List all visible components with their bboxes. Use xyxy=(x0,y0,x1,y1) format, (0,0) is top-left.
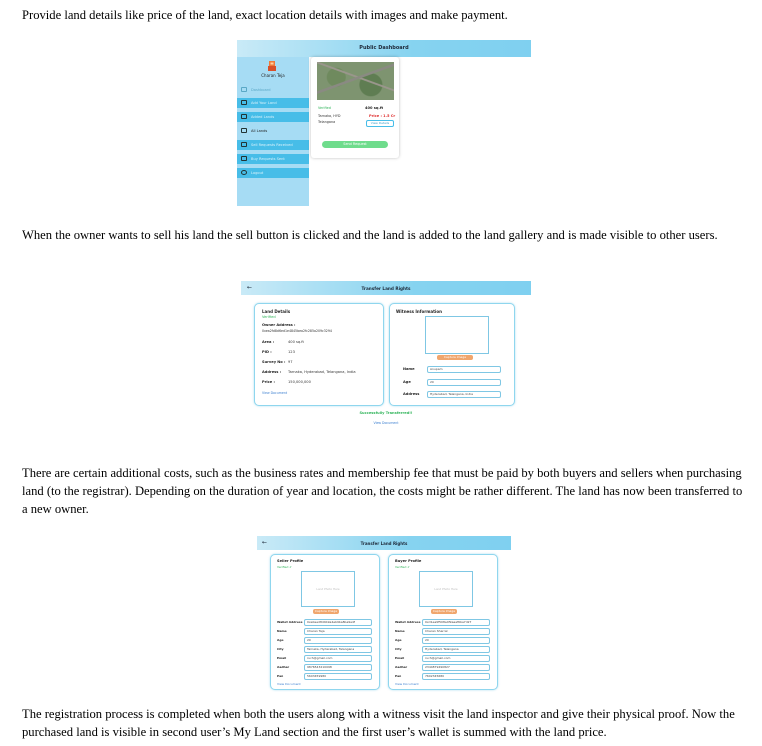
witness-photo-box xyxy=(425,316,489,354)
buyer-pan-field[interactable]: 7602345680 xyxy=(422,673,490,680)
witness-name-field[interactable]: Anupam xyxy=(427,366,501,373)
sidebar-item-label: Added Lands xyxy=(251,115,275,119)
buyer-age-field[interactable]: 20 xyxy=(422,637,490,644)
buyer-city-field[interactable]: Hyderabad, Telangana xyxy=(422,646,490,653)
username: Charan Teja xyxy=(261,73,285,78)
buyer-view-document-link[interactable]: View Document xyxy=(395,682,419,686)
transfer-land-rights-screenshot xyxy=(241,281,531,429)
dashboard-header xyxy=(237,40,531,57)
seller-email-field[interactable]: ruch@gmail.com xyxy=(304,655,372,662)
sidebar-item-label: All Lands xyxy=(251,129,268,133)
buyer-seller-screenshot xyxy=(257,536,511,692)
seller-city-label: City xyxy=(277,647,284,651)
dashboard-icon xyxy=(241,87,247,92)
witness-age-label: Age xyxy=(403,380,411,384)
buyer-wallet-label: Wallet Address xyxy=(395,620,421,624)
sidebar-item-label: Dashboard xyxy=(251,88,271,92)
seller-wallet-field[interactable]: 0xe0eed8d4b9a4eb9ba8ba9a4f xyxy=(304,619,372,626)
price-label: Price : xyxy=(262,380,275,384)
back-arrow-icon[interactable]: ← xyxy=(247,284,253,291)
verified-badge: Verified xyxy=(318,106,331,110)
power-icon xyxy=(241,170,247,175)
seller-heading: Seller Profile xyxy=(277,559,304,563)
sidebar-item-added-lands[interactable] xyxy=(237,112,309,122)
land-card xyxy=(311,57,399,158)
address-label: Address : xyxy=(262,370,282,374)
buyer-heading: Buyer Profile xyxy=(395,559,422,563)
area-label: Area : xyxy=(262,340,275,344)
sidebar-item-all-lands[interactable] xyxy=(237,126,309,136)
land-location-line2: Telangana xyxy=(318,120,336,124)
sidebar-item-sell-requests[interactable] xyxy=(237,140,309,150)
seller-name-label: Name xyxy=(277,629,287,633)
buyer-pan-label: Pan xyxy=(395,674,402,678)
seller-age-label: Age xyxy=(277,638,284,642)
buyer-aadhar-label: Aadhar xyxy=(395,665,408,669)
paragraph-4: The registration process is completed when both the users along with a witness visit the land inspector and give their physical proof. Now the purchased land is visible in second user’s My Land section and the first user’s wallet is summed with the land price. xyxy=(22,707,735,739)
seller-aadhar-label: Aadhar xyxy=(277,665,290,669)
seller-wallet-label: Wallet Address xyxy=(277,620,303,624)
buyer-name-label: Name xyxy=(395,629,405,633)
seller-email-label: Email xyxy=(277,656,287,660)
buyer-photo-box: Land Photo Here xyxy=(419,571,473,607)
buyer-capture-button[interactable]: Capture Image xyxy=(432,609,456,613)
owner-address: 0xea2fd8d6ed1e4845bea2fc285a209c3294 xyxy=(262,329,332,333)
grid-icon xyxy=(241,128,247,133)
seller-city-field[interactable]: Tarnaka, Hyderabad, Telangana xyxy=(304,646,372,653)
seller-name-field[interactable]: Charan Teja xyxy=(304,628,372,635)
buyer-name-field[interactable]: Charan Sharral xyxy=(422,628,490,635)
sidebar-item-label: Add Your Land xyxy=(251,101,277,105)
send-request-button[interactable]: Send Request xyxy=(322,141,388,148)
survey-value: 97 xyxy=(288,360,293,364)
view-document-link[interactable]: View Document xyxy=(262,391,288,395)
pid-value: 123 xyxy=(288,350,295,354)
buyer-wallet-field[interactable]: 0xd1ea9f508a4f9aaaf6ba7d27 xyxy=(422,619,490,626)
buyer-email-label: Email xyxy=(395,656,405,660)
sidebar xyxy=(237,57,309,206)
sidebar-item-logout[interactable] xyxy=(237,168,309,178)
land-image xyxy=(317,62,394,100)
avatar-icon xyxy=(266,60,278,72)
land-details-panel xyxy=(254,303,384,406)
witness-heading: Witness Information xyxy=(396,309,442,314)
transfer-header xyxy=(257,536,511,550)
witness-address-field[interactable]: Hyderabad, Telangana, India xyxy=(427,391,501,398)
success-message: Successfully Transferred!! xyxy=(359,411,413,415)
owner-address-label: Owner Address : xyxy=(262,323,296,327)
land-area: 400 sq.ft xyxy=(365,106,384,110)
seller-pan-field[interactable]: 5603459980 xyxy=(304,673,372,680)
buyer-email-field[interactable]: ruch@gmail.com xyxy=(422,655,490,662)
verified-badge: Verified xyxy=(262,315,276,319)
view-document-link-bottom[interactable]: View Document xyxy=(373,421,399,425)
witness-name-label: Name xyxy=(403,367,415,371)
area-value: 400 sq.ft xyxy=(288,340,304,344)
inbox-icon xyxy=(241,142,247,147)
dashboard-screenshot xyxy=(237,40,531,206)
buyer-panel xyxy=(388,554,498,690)
add-land-icon xyxy=(241,100,247,105)
sidebar-item-buy-requests[interactable] xyxy=(237,154,309,164)
mail-icon xyxy=(241,156,247,161)
seller-view-document-link[interactable]: View Document xyxy=(277,682,301,686)
sidebar-item-label: Sell Requests Received xyxy=(251,143,293,147)
witness-panel xyxy=(389,303,515,406)
pid-label: PID : xyxy=(262,350,272,354)
survey-label: Survey No : xyxy=(262,360,286,364)
buyer-city-label: City xyxy=(395,647,402,651)
land-details-heading: Land Details xyxy=(262,309,291,314)
sidebar-item-label: Logout xyxy=(251,171,264,175)
seller-aadhar-field[interactable]: 9876543210098 xyxy=(304,664,372,671)
buyer-aadhar-field[interactable]: 2344879490827 xyxy=(422,664,490,671)
back-arrow-icon[interactable]: ← xyxy=(262,539,268,546)
sidebar-item-dashboard[interactable] xyxy=(237,85,309,95)
sidebar-item-add-land[interactable] xyxy=(237,98,309,108)
buyer-age-label: Age xyxy=(395,638,402,642)
price-value: 150,000,000 xyxy=(288,380,311,384)
seller-panel xyxy=(270,554,380,690)
seller-verified-badge: Verified ✔ xyxy=(277,565,292,569)
list-icon xyxy=(241,114,247,119)
sidebar-item-label: Buy Requests Sent xyxy=(251,157,285,161)
seller-photo-box: Land Photo Here xyxy=(301,571,355,607)
view-details-button[interactable]: View Details xyxy=(366,120,394,127)
seller-capture-button[interactable]: Capture Image xyxy=(314,609,338,613)
land-price: Price : 1.5 Cr xyxy=(369,114,396,118)
address-value: Tarnaka, Hyderabad, Telangana, India xyxy=(288,370,356,374)
dashboard-title: Public Dashboard xyxy=(359,45,409,51)
paragraph-3: There are certain additional costs, such as the business rates and membership fee that must be paid by both buyers and sellers when purchasing land (to the registrar). Depending on the duration of year and location, the costs might be rather different. The land has now been transferred to a new owner. xyxy=(22,466,743,516)
capture-image-button[interactable]: Capture Image xyxy=(437,355,473,360)
witness-address-label: Address xyxy=(403,392,420,396)
paragraph-1: Provide land details like price of the land, exact location details with images and make payment. xyxy=(22,8,508,22)
land-location-line1: Tarnaka, HYD xyxy=(318,114,341,118)
transfer-title: Transfer Land Rights xyxy=(360,541,408,546)
paragraph-2: When the owner wants to sell his land the sell button is clicked and the land is added to the land gallery and is made visible to other users. xyxy=(22,228,718,242)
buyer-verified-badge: Verified ✔ xyxy=(395,565,410,569)
witness-age-field[interactable]: 20 xyxy=(427,379,501,386)
seller-pan-label: Pan xyxy=(277,674,284,678)
transfer-title: Transfer Land Rights xyxy=(361,286,411,291)
seller-age-field[interactable]: 20 xyxy=(304,637,372,644)
transfer-header xyxy=(241,281,531,295)
